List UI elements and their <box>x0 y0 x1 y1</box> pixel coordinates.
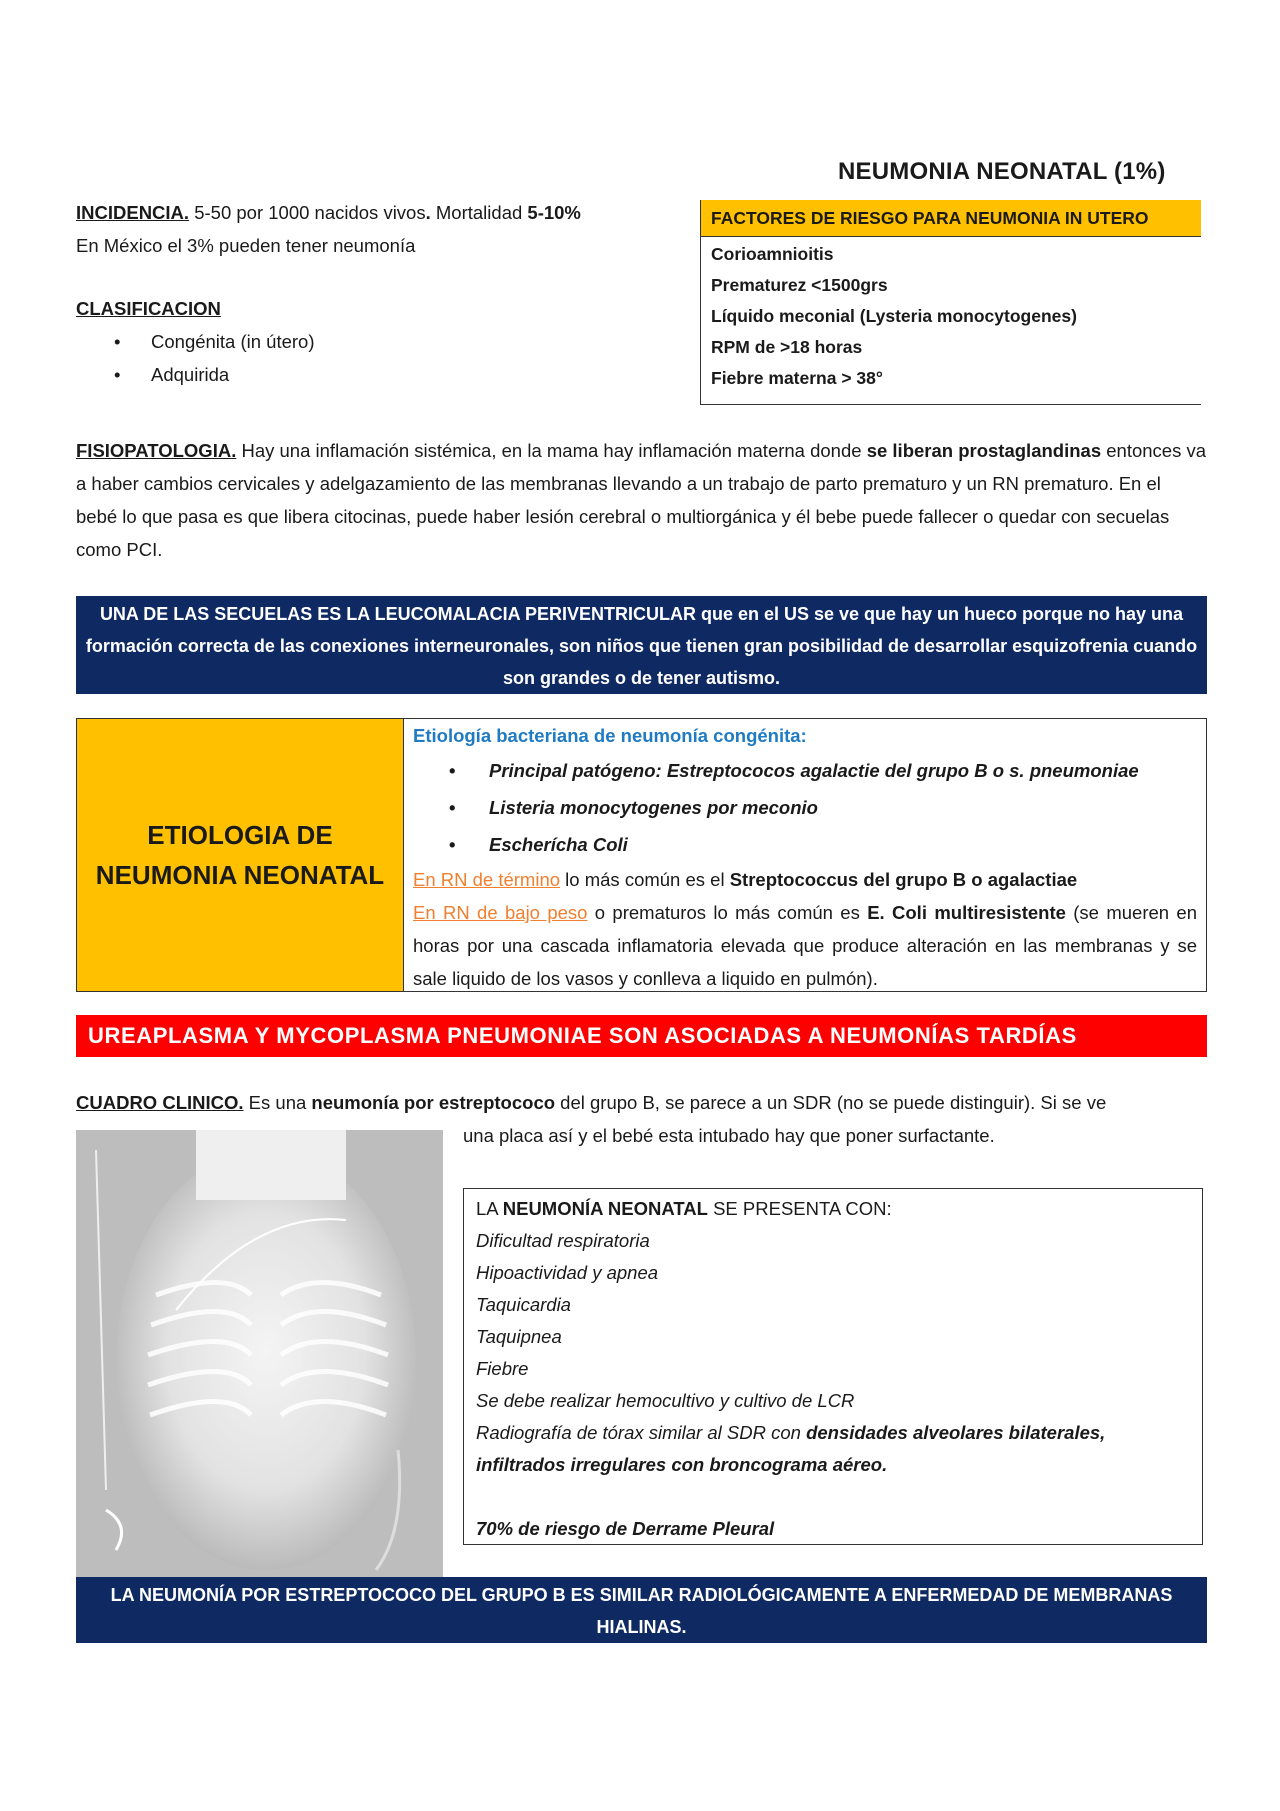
list-item: • Listeria monocytogenes por meconio <box>413 789 1197 826</box>
presenta-bold: NEUMONÍA NEONATAL <box>502 1198 708 1219</box>
risk-factors-table <box>700 200 1201 405</box>
radiografia-bold: densidades alveolares bilaterales, infiltrados irregulares con broncograma aéreo. <box>476 1422 1106 1475</box>
list-item: • Adquirida <box>76 358 576 391</box>
cuadro-clinico-line <box>76 1086 1206 1119</box>
etiologia-title: ETIOLOGIA DE NEUMONIA NEONATAL <box>77 719 404 991</box>
fisiopatologia-label: FISIOPATOLOGIA. <box>76 440 237 461</box>
bajo-peso-label: En RN de bajo peso <box>413 902 588 923</box>
symptom-item: Hipoactividad y apnea <box>476 1262 659 1283</box>
risk-item: Líquido meconial (Lysteria monocytogenes) <box>711 306 1077 326</box>
radiografia-text: Radiografía de tórax similar al SDR con <box>476 1422 807 1443</box>
final-banner: LA NEUMONÍA POR ESTREPTOCOCO DEL GRUPO B ES SIMILAR RADIOLÓGICAMENTE A ENFERMEDAD DE MEMBRANAS HIALINAS. <box>76 1577 1207 1643</box>
fisiopatologia-text: Hay una inflamación sistémica, en la mama hay inflamación materna donde <box>236 440 867 461</box>
etiologia-content <box>413 719 1197 995</box>
incidencia-mexico: En México el 3% pueden tener neumonía <box>76 235 416 256</box>
cuadro-bold: neumonía por estreptococo <box>311 1092 556 1113</box>
presenta-prefix: LA <box>476 1198 503 1219</box>
risk-factors-header: FACTORES DE RIESGO PARA NEUMONIA IN UTERO <box>701 200 1201 237</box>
symptom-item: Fiebre <box>476 1358 529 1379</box>
chest-xray-image <box>76 1130 443 1577</box>
list-item: • Escherícha Coli <box>413 826 1197 863</box>
risk-item: Fiebre materna > 38° <box>711 368 883 388</box>
bajo-peso-text: o prematuros lo más común es <box>587 902 868 923</box>
presenta-suffix: SE PRESENTA CON: <box>707 1198 892 1219</box>
derrame-note: 70% de riesgo de Derrame Pleural <box>476 1518 775 1539</box>
clasificacion-list <box>76 325 576 391</box>
symptom-item: Taquicardia <box>476 1294 571 1315</box>
incidencia-text2: Mortalidad <box>430 202 528 223</box>
bajo-peso-rest: (se mueren en horas por una cascada inflamatoria elevada que produce alteración en las membranas y se sale liquido de los vasos y conlleva a liquido en pulmón). <box>413 902 1197 989</box>
risk-item: RPM de >18 horas <box>711 337 863 357</box>
mortalidad-value: 5-10% <box>527 202 581 223</box>
etiologia-table <box>76 718 1207 992</box>
bajo-peso-bold: E. Coli multiresistente <box>867 902 1066 923</box>
list-item: • Principal patógeno: Estreptococos agalactie del grupo B o s. pneumoniae <box>413 752 1197 789</box>
cuadro-line2: una placa así y el bebé esta intubado hay que poner surfactante. <box>463 1125 995 1146</box>
incidencia-dot: . <box>425 202 431 223</box>
symptom-item: Se debe realizar hemocultivo y cultivo de LCR <box>476 1390 855 1411</box>
cuadro-label: CUADRO CLINICO. <box>76 1092 244 1113</box>
list-item: • Congénita (in útero) <box>76 325 576 358</box>
incidencia-text: 5-50 por 1000 nacidos vivos <box>189 202 426 223</box>
clasificacion-section <box>76 292 576 391</box>
symptom-item: Taquipnea <box>476 1326 562 1347</box>
clasificacion-label: CLASIFICACION <box>76 298 221 319</box>
fisiopatologia-paragraph <box>76 434 1206 566</box>
etiologia-list <box>413 752 1197 863</box>
xray-illustration <box>76 1130 443 1577</box>
incidencia-section <box>76 196 676 262</box>
termino-label: En RN de término <box>413 869 561 890</box>
risk-item: Corioamnioitis <box>711 244 834 264</box>
termino-bold: Streptococcus del grupo B o agalactiae <box>729 869 1078 890</box>
cuadro-text2: del grupo B, se parece a un SDR (no se puede distinguir). Si se ve <box>555 1092 1107 1113</box>
symptom-item: Dificultad respiratoria <box>476 1230 650 1251</box>
page-title: NEUMONIA NEONATAL (1%) <box>838 158 1166 185</box>
secuelas-banner: UNA DE LAS SECUELAS ES LA LEUCOMALACIA PERIVENTRICULAR que en el US se ve que hay un hueco porque no hay una formación correcta de las conexiones interneuronales, son niños que tienen gran posibilidad de desarrollar esquizofrenia cuando son grandes o de tener autismo. <box>76 596 1207 694</box>
incidencia-label: INCIDENCIA. <box>76 202 190 223</box>
fisiopatologia-bold: se liberan prostaglandinas <box>866 440 1102 461</box>
termino-text: lo más común es el <box>560 869 730 890</box>
fisiopatologia-text2: entonces va a haber cambios cervicales y adelgazamiento de las membranas llevando a un trabajo de parto prematuro y un RN prematuro. En el bebé lo que pasa es que libera citocinas, puede haber lesión cerebral o multiorgánica y él bebe puede fallecer o quedar con secuelas como PCI. <box>76 440 1207 560</box>
cuadro-text: Es una <box>243 1092 312 1113</box>
tardias-banner: UREAPLASMA Y MYCOPLASMA PNEUMONIAE SON ASOCIADAS A NEUMONÍAS TARDÍAS <box>76 1015 1207 1057</box>
etiologia-heading: Etiología bacteriana de neumonía congénita: <box>413 725 807 746</box>
presentation-box <box>463 1188 1203 1545</box>
risk-item: Prematurez <1500grs <box>711 275 888 295</box>
